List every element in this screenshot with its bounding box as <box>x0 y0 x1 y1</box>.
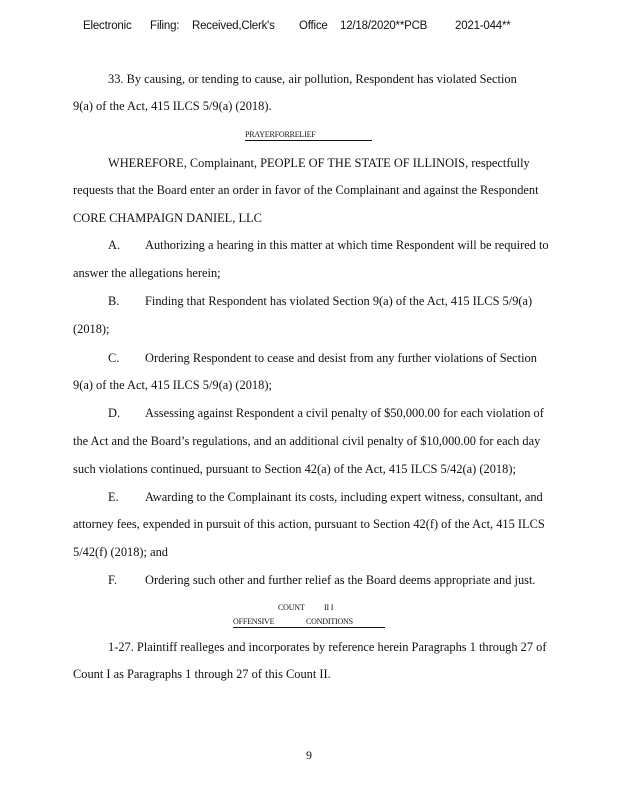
item-c-line-2: 9(a) of the Act, 415 ILCS 5/9(a) (2018); <box>73 378 272 392</box>
header-date: 12/18/2020**PCB <box>340 20 428 32</box>
realleges-line-1: 1-27. Plaintiff realleges and incorporates by reference herein Paragraphs 1 through 27 of <box>108 640 547 654</box>
count-heading-offensive: OFFENSIVE <box>233 617 275 626</box>
item-e-line-2: attorney fees, expended in pursuit of this action, pursuant to Section 42(f) of the Act, 415 ILCS <box>73 517 545 531</box>
item-c-label: C. <box>108 351 120 365</box>
item-d-line-3: such violations continued, pursuant to Section 42(a) of the Act, 415 ILCS 5/42(a) (2018); <box>73 462 516 476</box>
item-b-line-2: (2018); <box>73 322 110 336</box>
header-office: Office <box>299 20 328 32</box>
item-f-label: F. <box>108 573 117 587</box>
prayer-for-relief-heading: PRAYERFORRELIEF <box>245 130 316 139</box>
wherefore-line-2: requests that the Board enter an order in favor of the Complainant and against the Respondent <box>73 183 539 197</box>
page-number: 9 <box>306 748 312 762</box>
item-a-line-1: Authorizing a hearing in this matter at which time Respondent will be required to <box>145 238 549 252</box>
para-33-line-2: 9(a) of the Act, 415 ILCS 5/9(a) (2018). <box>73 99 272 113</box>
item-e-label: E. <box>108 490 119 504</box>
count-heading-conditions: CONDITIONS <box>306 617 353 626</box>
header-docket: 2021-044** <box>455 20 511 32</box>
item-d-line-1: Assessing against Respondent a civil penalty of $50,000.00 for each violation of <box>145 406 544 420</box>
header-received: Received,Clerk's <box>192 20 275 32</box>
item-d-label: D. <box>108 406 121 420</box>
item-b-label: B. <box>108 294 120 308</box>
item-a-label: A. <box>108 238 121 252</box>
item-e-line-1: Awarding to the Complainant its costs, including expert witness, consultant, and <box>145 490 543 504</box>
item-f-line-1: Ordering such other and further relief as the Board deems appropriate and just. <box>145 573 536 587</box>
prayer-heading-underline <box>245 140 372 141</box>
item-e-line-3: 5/42(f) (2018); and <box>73 545 168 559</box>
header-filing: Filing: <box>150 20 180 32</box>
item-b-line-1: Finding that Respondent has violated Section 9(a) of the Act, 415 ILCS 5/9(a) <box>145 294 533 308</box>
wherefore-line-1: WHEREFORE, Complainant, PEOPLE OF THE STATE OF ILLINOIS, respectfully <box>108 156 530 170</box>
count-heading-label: COUNT <box>278 603 305 612</box>
item-d-line-2: the Act and the Board’s regulations, and an additional civil penalty of $10,000.00 for each day <box>73 434 541 448</box>
wherefore-line-3: CORE CHAMPAIGN DANIEL, LLC <box>73 211 262 225</box>
count-heading-underline <box>233 627 385 628</box>
count-heading-numeral: II I <box>324 603 334 612</box>
para-33-line-1: 33. By causing, or tending to cause, air pollution, Respondent has violated Section <box>108 72 517 86</box>
realleges-line-2: Count I as Paragraphs 1 through 27 of this Count II. <box>73 667 331 681</box>
item-a-line-2: answer the allegations herein; <box>73 266 221 280</box>
item-c-line-1: Ordering Respondent to cease and desist from any further violations of Section <box>145 351 537 365</box>
header-electronic: Electronic <box>83 20 132 32</box>
